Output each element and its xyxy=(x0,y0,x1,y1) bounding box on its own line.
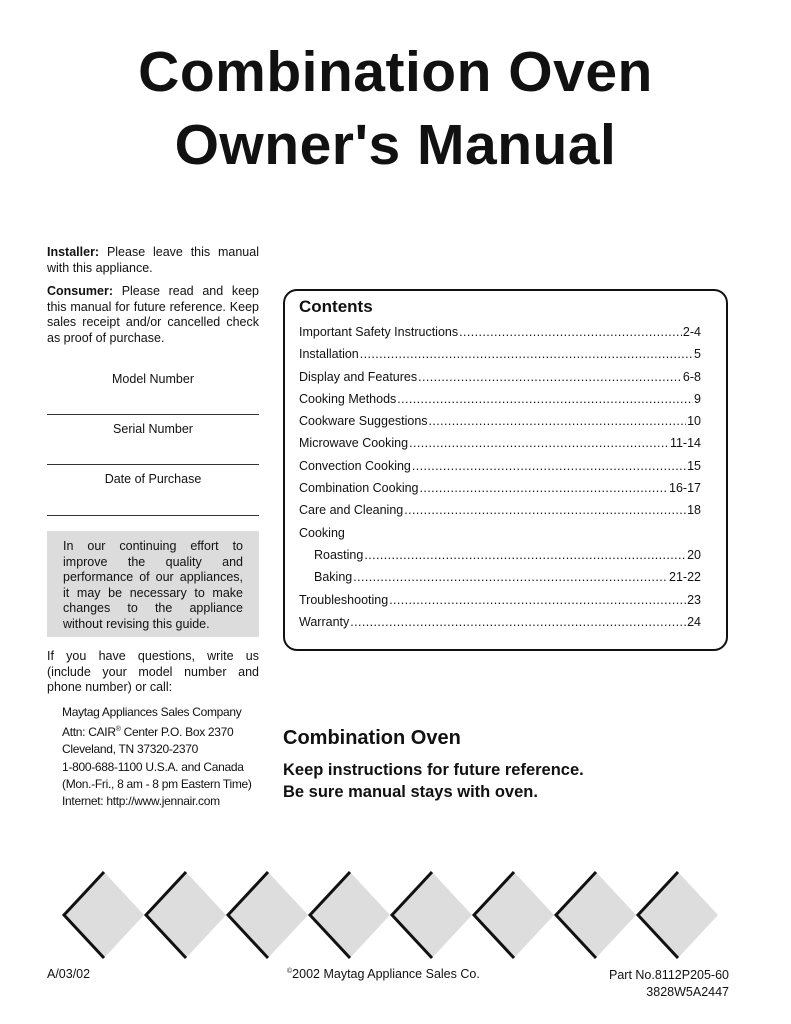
diamond-shape xyxy=(64,872,144,958)
contents-title: Contents xyxy=(299,297,373,316)
toc-entry[interactable] xyxy=(299,570,701,592)
toc-entry-label: Cooking Methods xyxy=(299,391,397,406)
toc-leader-dots xyxy=(420,481,669,495)
consumer-text: Please read and keep this manual for future reference. Keep sales receipt and/or cancelled check as proof of purchase. xyxy=(47,284,259,345)
toc-entry[interactable] xyxy=(299,414,701,436)
toc-entry-label: Cookware Suggestions xyxy=(299,414,428,429)
toc-entry-page: 11-14 xyxy=(669,436,701,451)
toc-entry-page: 9 xyxy=(694,391,701,406)
diamond-shape xyxy=(474,872,554,958)
copyright-icon: © xyxy=(287,968,293,975)
address-line-6: Internet: http://www.jennair.com xyxy=(62,794,220,809)
toc-entry-label: Display and Features xyxy=(299,369,418,384)
date-code: A/03/02 xyxy=(47,967,91,981)
toc-entry-page: 6-8 xyxy=(682,369,701,384)
toc-entry[interactable] xyxy=(299,436,701,458)
date-of-purchase-line[interactable] xyxy=(47,515,259,516)
toc-entry[interactable] xyxy=(299,526,701,548)
toc-entry-page: 5 xyxy=(694,347,701,362)
address-line-5: (Mon.-Fri., 8 am - 8 pm Eastern Time) xyxy=(62,776,252,791)
part-code: 3828W5A2447 xyxy=(646,985,729,999)
toc-entry-page: 24 xyxy=(687,614,701,629)
questions-text: If you have questions, write us (include your model number and phone number) or call: xyxy=(47,649,259,695)
toc-leader-dots xyxy=(350,615,686,629)
toc-entry-page: 20 xyxy=(687,547,701,562)
diamond-shape xyxy=(146,872,226,958)
installer-label: Installer: xyxy=(47,245,100,259)
table-of-contents xyxy=(299,325,701,637)
address-line-2: Attn: CAIR® Center P.O. Box 2370 xyxy=(62,725,234,740)
toc-entry[interactable] xyxy=(299,615,701,637)
toc-leader-dots xyxy=(429,414,687,428)
toc-entry-page: 15 xyxy=(687,458,701,473)
toc-leader-dots xyxy=(389,593,686,607)
diamond-shape xyxy=(392,872,472,958)
toc-entry[interactable] xyxy=(299,503,701,525)
toc-entry[interactable] xyxy=(299,459,701,481)
date-of-purchase-label: Date of Purchase xyxy=(104,472,202,486)
toc-entry-label: Cooking xyxy=(299,525,345,540)
consumer-label: Consumer: xyxy=(47,284,113,298)
toc-leader-dots xyxy=(404,503,686,517)
toc-entry[interactable] xyxy=(299,325,701,347)
toc-entry-label: Baking xyxy=(314,570,353,585)
serial-number-label: Serial Number xyxy=(113,422,193,436)
diamond-shape xyxy=(228,872,308,958)
installer-note xyxy=(47,245,259,276)
diamond-shape xyxy=(638,872,718,958)
toc-entry[interactable] xyxy=(299,593,701,615)
address-line-4: 1-800-688-1100 U.S.A. and Canada xyxy=(62,759,244,774)
toc-entry[interactable] xyxy=(299,548,701,570)
toc-entry-label: Installation xyxy=(299,347,359,362)
keep-instructions xyxy=(283,759,584,803)
notice-box: In our continuing effort to improve the quality and performance of our appliances, it may be necessary to make changes to the appliance without revising this guide. xyxy=(47,531,259,637)
toc-entry-label: Microwave Cooking xyxy=(299,436,409,451)
part-number-block xyxy=(609,967,729,1001)
part-number: Part No.8112P205-60 xyxy=(609,968,729,982)
toc-entry-label: Combination Cooking xyxy=(299,481,419,496)
toc-entry-page: 16-17 xyxy=(669,481,701,496)
diamond-decoration xyxy=(60,870,740,962)
toc-entry-page: 21-22 xyxy=(669,570,701,585)
toc-leader-dots xyxy=(459,325,682,339)
title-line-1: Combination Oven xyxy=(138,40,653,104)
toc-entry-page: 23 xyxy=(687,592,701,607)
toc-entry-label: Roasting xyxy=(314,547,364,562)
title-line-2: Owner's Manual xyxy=(174,113,617,177)
consumer-note xyxy=(47,284,259,346)
toc-entry[interactable] xyxy=(299,370,701,392)
toc-leader-dots xyxy=(418,370,682,384)
toc-entry[interactable] xyxy=(299,392,701,414)
model-number-line[interactable] xyxy=(47,414,259,415)
keep-line-2: Be sure manual stays with oven. xyxy=(283,783,538,801)
toc-entry-label: Troubleshooting xyxy=(299,592,389,607)
toc-entry-page: 10 xyxy=(687,414,701,429)
address-line-1: Maytag Appliances Sales Company xyxy=(62,705,242,719)
diamond-shape xyxy=(556,872,636,958)
toc-entry-page: 2-4 xyxy=(682,325,701,339)
toc-leader-dots xyxy=(397,392,693,406)
toc-entry-label: Convection Cooking xyxy=(299,458,411,473)
toc-entry[interactable] xyxy=(299,481,701,503)
toc-entry-label: Important Safety Instructions xyxy=(299,325,459,339)
toc-entry[interactable] xyxy=(299,347,701,369)
address-line-3: Cleveland, TN 37320-2370 xyxy=(62,742,199,757)
toc-leader-dots xyxy=(412,459,686,473)
serial-number-line[interactable] xyxy=(47,464,259,465)
copyright: ©2002 Maytag Appliance Sales Co. xyxy=(287,967,480,981)
toc-entry-label: Care and Cleaning xyxy=(299,503,404,518)
installer-text: Please leave this manual with this appliance. xyxy=(47,245,259,275)
toc-leader-dots xyxy=(364,548,686,562)
toc-entry-page: 18 xyxy=(687,503,701,518)
toc-leader-dots xyxy=(409,436,669,450)
keep-line-1: Keep instructions for future reference. xyxy=(283,761,584,779)
toc-leader-dots xyxy=(353,570,668,584)
subtitle: Combination Oven xyxy=(283,727,461,749)
contact-address xyxy=(62,704,272,810)
diamond-shape xyxy=(310,872,390,958)
toc-entry-label: Warranty xyxy=(299,614,350,629)
contents-box xyxy=(283,289,728,651)
model-number-label: Model Number xyxy=(112,372,194,386)
toc-leader-dots xyxy=(360,347,693,361)
